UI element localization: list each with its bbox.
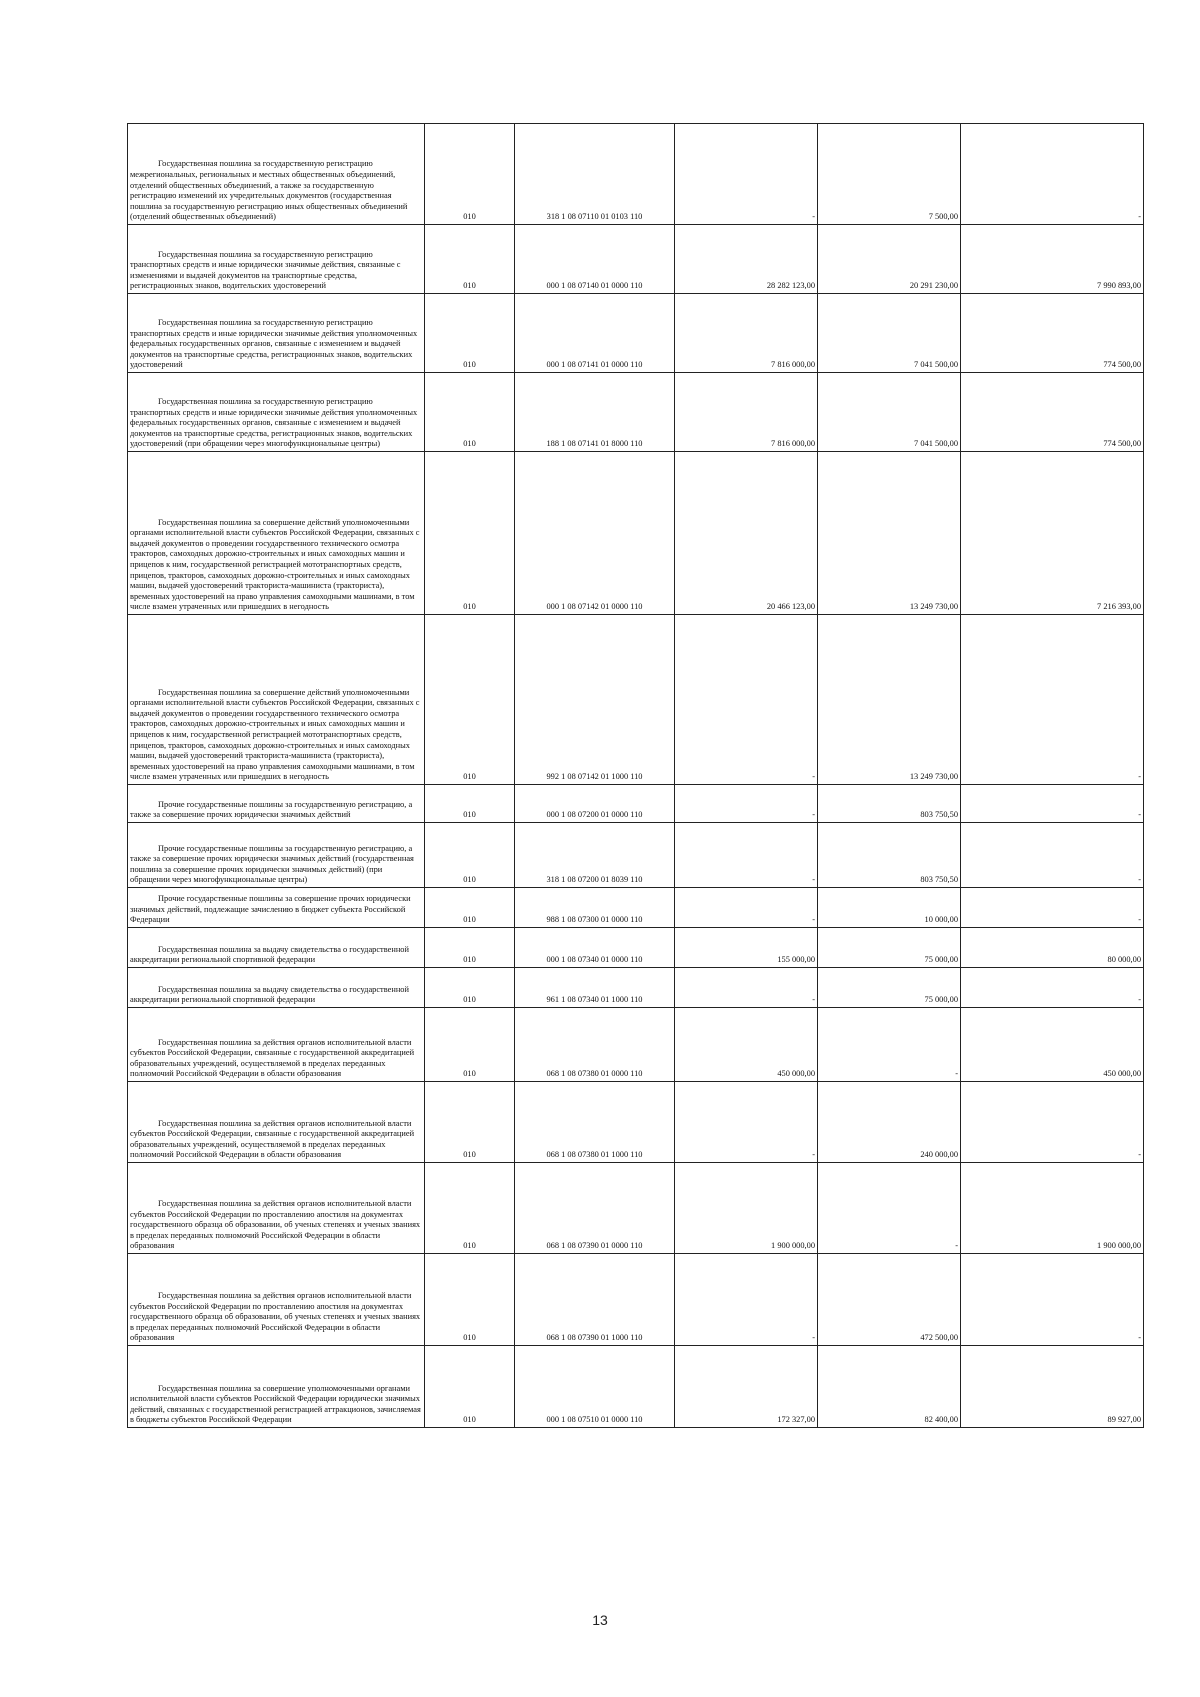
approved-amount-cell: - [675,124,818,225]
executed-amount-cell: 82 400,00 [818,1346,961,1428]
line-code-cell: 010 [425,1346,515,1428]
executed-amount-cell: 75 000,00 [818,968,961,1008]
executed-amount-cell: 10 000,00 [818,888,961,928]
table-row [128,823,1144,888]
revenue-description-cell: Государственная пошлина за совершение уполномоченными органами исполнительной власти субъектов Российской Федерации юридически значимых действий, связанных с государственной регистрацией аттракционов, зачисляемая в бюджеты субъектов Российской Федерации [128,1346,425,1428]
budget-classification-code-cell: 068 1 08 07390 01 1000 110 [515,1254,675,1346]
table-row [128,452,1144,615]
revenue-description-cell: Прочие государственные пошлины за совершение прочих юридически значимых действий, подлежащие зачислению в бюджет субъекта Российской Федерации [128,888,425,928]
approved-amount-cell: 450 000,00 [675,1008,818,1082]
executed-amount-cell: 7 500,00 [818,124,961,225]
revenue-description-cell: Государственная пошлина за выдачу свидетельства о государственной аккредитации региональной спортивной федерации [128,968,425,1008]
approved-amount-cell: 7 816 000,00 [675,294,818,373]
approved-amount-cell: 1 900 000,00 [675,1163,818,1254]
table-row [128,225,1144,294]
revenue-description-cell: Государственная пошлина за государственную регистрацию транспортных средств и иные юридически значимые действия уполномоченных федеральных государственных органов, связанные с изменением и выдачей документов на транспортные средства, регистрационных знаков, водительских удостоверений (при обращении через многофункциональные центры) [128,373,425,452]
revenue-execution-table [127,123,1144,1428]
unexecuted-amount-cell: 7 990 893,00 [961,225,1144,294]
approved-amount-cell: 172 327,00 [675,1346,818,1428]
revenue-description-cell: Государственная пошлина за действия органов исполнительной власти субъектов Российской Федерации, связанные с государственной аккредитацией образовательных учреждений, осуществляемой в пределах переданных полномочий Российской Федерации в области образования [128,1008,425,1082]
budget-classification-code-cell: 068 1 08 07380 01 0000 110 [515,1008,675,1082]
table-row [128,1082,1144,1163]
page-number: 13 [592,1612,608,1628]
unexecuted-amount-cell: - [961,124,1144,225]
executed-amount-cell: 803 750,50 [818,785,961,823]
table-row [128,968,1144,1008]
unexecuted-amount-cell: 89 927,00 [961,1346,1144,1428]
executed-amount-cell: 240 000,00 [818,1082,961,1163]
approved-amount-cell: - [675,1254,818,1346]
table-row [128,1346,1144,1428]
unexecuted-amount-cell: 80 000,00 [961,928,1144,968]
line-code-cell: 010 [425,294,515,373]
line-code-cell: 010 [425,1082,515,1163]
budget-classification-code-cell: 961 1 08 07340 01 1000 110 [515,968,675,1008]
budget-classification-code-cell: 992 1 08 07142 01 1000 110 [515,615,675,785]
unexecuted-amount-cell: - [961,968,1144,1008]
unexecuted-amount-cell: 774 500,00 [961,373,1144,452]
line-code-cell: 010 [425,1254,515,1346]
executed-amount-cell: - [818,1163,961,1254]
executed-amount-cell: 7 041 500,00 [818,373,961,452]
table-row [128,785,1144,823]
table-row [128,373,1144,452]
approved-amount-cell: - [675,615,818,785]
budget-classification-code-cell: 000 1 08 07510 01 0000 110 [515,1346,675,1428]
table-row [128,888,1144,928]
table-row [128,928,1144,968]
revenue-description-cell: Государственная пошлина за государственную регистрацию транспортных средств и иные юридически значимые действия уполномоченных федеральных государственных органов, связанные с изменением и выдачей документов на транспортные средства, регистрационных знаков, водительских удостоверений [128,294,425,373]
approved-amount-cell: - [675,823,818,888]
line-code-cell: 010 [425,1163,515,1254]
line-code-cell: 010 [425,452,515,615]
revenue-description-cell: Государственная пошлина за совершение действий уполномоченными органами исполнительной власти субъектов Российской Федерации, связанных с выдачей документов о проведении государственного технического осмотра тракторов, самоходных дорожно-строительных и иных самоходных машин и прицепов к ним, государственной регистрацией мототранспортных средств, прицепов, тракторов, самоходных дорожно-строительных и иных самоходных машин, выдачей удостоверений тракториста-машиниста (тракториста), временных удостоверений на право управления самоходными машинами, в том числе взамен утраченных или пришедших в негодность [128,615,425,785]
approved-amount-cell: - [675,785,818,823]
line-code-cell: 010 [425,1008,515,1082]
executed-amount-cell: 472 500,00 [818,1254,961,1346]
approved-amount-cell: 20 466 123,00 [675,452,818,615]
line-code-cell: 010 [425,888,515,928]
approved-amount-cell: 7 816 000,00 [675,373,818,452]
executed-amount-cell: 20 291 230,00 [818,225,961,294]
budget-classification-code-cell: 000 1 08 07200 01 0000 110 [515,785,675,823]
executed-amount-cell: 13 249 730,00 [818,452,961,615]
line-code-cell: 010 [425,124,515,225]
revenue-description-cell: Государственная пошлина за действия органов исполнительной власти субъектов Российской Федерации по проставлению апостиля на документах государственного образца об образовании, об ученых степенях и ученых званиях в пределах переданных полномочий Российской Федерации в области образования [128,1254,425,1346]
table-row [128,294,1144,373]
unexecuted-amount-cell: - [961,888,1144,928]
budget-classification-code-cell: 188 1 08 07141 01 8000 110 [515,373,675,452]
approved-amount-cell: - [675,1082,818,1163]
revenue-description-cell: Государственная пошлина за действия органов исполнительной власти субъектов Российской Федерации, связанные с государственной аккредитацией образовательных учреждений, осуществляемой в пределах переданных полномочий Российской Федерации в области образования [128,1082,425,1163]
budget-classification-code-cell: 068 1 08 07380 01 1000 110 [515,1082,675,1163]
line-code-cell: 010 [425,615,515,785]
table-row [128,1254,1144,1346]
budget-classification-code-cell: 000 1 08 07142 01 0000 110 [515,452,675,615]
budget-classification-code-cell: 000 1 08 07141 01 0000 110 [515,294,675,373]
line-code-cell: 010 [425,928,515,968]
executed-amount-cell: 13 249 730,00 [818,615,961,785]
unexecuted-amount-cell: 7 216 393,00 [961,452,1144,615]
executed-amount-cell: 75 000,00 [818,928,961,968]
budget-classification-code-cell: 318 1 08 07110 01 0103 110 [515,124,675,225]
revenue-description-cell: Прочие государственные пошлины за государственную регистрацию, а также за совершение прочих юридически значимых действий (государственная пошлина за совершение прочих юридически значимых действий) (при обращении через многофункциональные центры) [128,823,425,888]
unexecuted-amount-cell: - [961,1254,1144,1346]
table-row [128,615,1144,785]
approved-amount-cell: - [675,888,818,928]
executed-amount-cell: - [818,1008,961,1082]
revenue-description-cell: Государственная пошлина за государственную регистрацию транспортных средств и иные юридически значимые действия, связанные с изменениями и выдачей документов на транспортные средства, регистрационных знаков, водительских удостоверений [128,225,425,294]
line-code-cell: 010 [425,823,515,888]
budget-classification-code-cell: 000 1 08 07340 01 0000 110 [515,928,675,968]
unexecuted-amount-cell: - [961,615,1144,785]
unexecuted-amount-cell: 774 500,00 [961,294,1144,373]
unexecuted-amount-cell: 450 000,00 [961,1008,1144,1082]
unexecuted-amount-cell: - [961,785,1144,823]
table-row [128,124,1144,225]
revenue-description-cell: Государственная пошлина за совершение действий уполномоченными органами исполнительной власти субъектов Российской Федерации, связанных с выдачей документов о проведении государственного технического осмотра тракторов, самоходных дорожно-строительных и иных самоходных машин и прицепов к ним, государственной регистрацией мототранспортных средств, прицепов, тракторов, самоходных дорожно-строительных и иных самоходных машин, выдачей удостоверений тракториста-машиниста (тракториста), временных удостоверений на право управления самоходными машинами, в том числе взамен утраченных или пришедших в негодность [128,452,425,615]
approved-amount-cell: - [675,968,818,1008]
unexecuted-amount-cell: 1 900 000,00 [961,1163,1144,1254]
budget-classification-code-cell: 068 1 08 07390 01 0000 110 [515,1163,675,1254]
revenue-description-cell: Государственная пошлина за действия органов исполнительной власти субъектов Российской Федерации по проставлению апостиля на документах государственного образца об образовании, об ученых степенях и ученых званиях в пределах переданных полномочий Российской Федерации в области образования [128,1163,425,1254]
approved-amount-cell: 155 000,00 [675,928,818,968]
line-code-cell: 010 [425,968,515,1008]
approved-amount-cell: 28 282 123,00 [675,225,818,294]
executed-amount-cell: 803 750,50 [818,823,961,888]
revenue-description-cell: Государственная пошлина за выдачу свидетельства о государственной аккредитации региональной спортивной федерации [128,928,425,968]
unexecuted-amount-cell: - [961,1082,1144,1163]
table-row [128,1163,1144,1254]
line-code-cell: 010 [425,785,515,823]
budget-classification-code-cell: 000 1 08 07140 01 0000 110 [515,225,675,294]
line-code-cell: 010 [425,225,515,294]
revenue-description-cell: Прочие государственные пошлины за государственную регистрацию, а также за совершение прочих юридически значимых действий [128,785,425,823]
table-row [128,1008,1144,1082]
unexecuted-amount-cell: - [961,823,1144,888]
executed-amount-cell: 7 041 500,00 [818,294,961,373]
line-code-cell: 010 [425,373,515,452]
revenue-description-cell: Государственная пошлина за государственную регистрацию межрегиональных, региональных и местных общественных объединений, отделений общественных объединений, а также за государственную регистрацию изменений их учредительных документов (государственная пошлина за государственную регистрацию иных общественных объединений (отделений общественных объединений) [128,124,425,225]
budget-classification-code-cell: 988 1 08 07300 01 0000 110 [515,888,675,928]
budget-classification-code-cell: 318 1 08 07200 01 8039 110 [515,823,675,888]
